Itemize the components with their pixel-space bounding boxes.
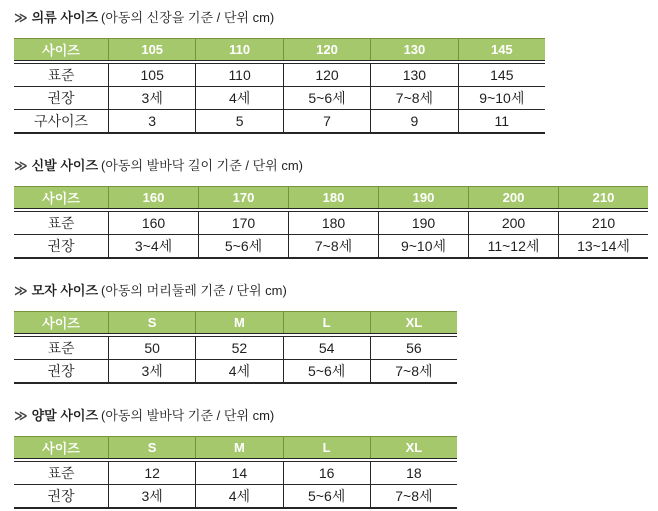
value-cell: 9~10세 [378,235,468,257]
value-cell: 11~12세 [468,235,558,257]
value-cell: 7~8세 [370,360,457,382]
double-chevron-icon: ≫ [14,158,28,173]
value-cell: 3세 [108,87,195,109]
value-cell: 16 [283,462,370,484]
header-cell: 190 [378,187,468,208]
value-cell: 52 [195,337,282,359]
value-cell: 56 [370,337,457,359]
value-cell: 5~6세 [198,235,288,257]
row-label-cell: 권장 [47,488,75,504]
section-title-name: 모자 사이즈 [31,283,99,298]
value-cell: 4세 [195,87,282,109]
value-cell: 110 [195,64,282,86]
section-title-name: 신발 사이즈 [31,158,99,173]
value-cell: 160 [108,212,198,234]
value-cell: 170 [198,212,288,234]
header-cell: 120 [283,39,370,60]
shoe-size-table [14,186,648,259]
header-cell: 200 [468,187,558,208]
sock-size-section [14,408,658,509]
header-cell: 130 [370,39,457,60]
table-row [14,337,457,360]
double-chevron-icon: ≫ [14,408,28,423]
header-cell: L [283,312,370,333]
hat-size-section [14,283,658,384]
shoe-size-section [14,158,658,259]
table-row [14,485,457,509]
value-cell: 210 [558,212,648,234]
table-row [14,212,648,235]
header-cell: 145 [458,39,545,60]
double-chevron-icon: ≫ [14,10,28,25]
value-cell: 130 [370,64,457,86]
value-cell: 9~10세 [458,87,545,109]
table-header-row [14,186,648,208]
value-cell: 5~6세 [283,87,370,109]
value-cell: 3세 [108,485,195,507]
header-cell: 210 [558,187,648,208]
header-cell: S [108,312,195,333]
header-cell: M [195,437,282,458]
value-cell: 18 [370,462,457,484]
value-cell: 4세 [195,360,282,382]
header-cell: 110 [195,39,282,60]
section-title [14,158,658,174]
header-cell: 160 [108,187,198,208]
section-title-name: 양말 사이즈 [31,408,99,423]
header-cell: 170 [198,187,288,208]
row-label-cell: 표준 [47,215,75,231]
value-cell: 190 [378,212,468,234]
double-chevron-icon: ≫ [14,283,28,298]
row-label-cell: 권장 [47,238,75,254]
row-label-cell: 표준 [47,465,75,481]
table-row [14,110,545,134]
header-cell: L [283,437,370,458]
value-cell: 145 [458,64,545,86]
hat-size-table [14,311,457,384]
section-title-note: (아동의 발바닥 길이 기준 / 단위 cm) [101,158,303,173]
value-cell: 7~8세 [288,235,378,257]
row-label-cell: 권장 [47,90,75,106]
sock-size-table [14,436,457,509]
header-label-cell: 사이즈 [42,43,80,58]
value-cell: 14 [195,462,282,484]
section-title [14,283,658,299]
header-cell: XL [370,437,457,458]
header-cell: 105 [108,39,195,60]
header-cell: M [195,312,282,333]
header-cell: S [108,437,195,458]
section-title-name: 의류 사이즈 [31,10,99,25]
value-cell: 7 [283,110,370,132]
value-cell: 11 [458,110,545,132]
table-header-row [14,38,545,60]
value-cell: 5~6세 [283,360,370,382]
value-cell: 120 [283,64,370,86]
clothing-size-table [14,38,545,134]
header-label-cell: 사이즈 [42,441,80,456]
value-cell: 5 [195,110,282,132]
table-row [14,462,457,485]
row-label-cell: 표준 [47,340,75,356]
header-cell: 180 [288,187,378,208]
section-title [14,408,658,424]
value-cell: 4세 [195,485,282,507]
value-cell: 3~4세 [108,235,198,257]
value-cell: 7~8세 [370,485,457,507]
section-title-note: (아동의 머리둘레 기준 / 단위 cm) [101,283,287,298]
table-row [14,360,457,384]
table-header-row [14,436,457,458]
value-cell: 7~8세 [370,87,457,109]
value-cell: 3세 [108,360,195,382]
value-cell: 200 [468,212,558,234]
clothing-size-section [14,10,658,134]
section-title-note: (아동의 신장을 기준 / 단위 cm) [101,10,275,25]
table-row [14,87,545,110]
value-cell: 12 [108,462,195,484]
row-label-cell: 구사이즈 [33,113,89,129]
value-cell: 50 [108,337,195,359]
value-cell: 13~14세 [558,235,648,257]
table-header-row [14,311,457,333]
row-label-cell: 권장 [47,363,75,379]
value-cell: 54 [283,337,370,359]
section-title-note: (아동의 발바닥 기준 / 단위 cm) [101,408,275,423]
value-cell: 9 [370,110,457,132]
header-cell: XL [370,312,457,333]
row-label-cell: 표준 [47,67,75,83]
value-cell: 3 [108,110,195,132]
table-row [14,64,545,87]
section-title [14,10,658,26]
value-cell: 5~6세 [283,485,370,507]
header-label-cell: 사이즈 [42,316,80,331]
value-cell: 180 [288,212,378,234]
value-cell: 105 [108,64,195,86]
header-label-cell: 사이즈 [42,191,80,206]
table-row [14,235,648,259]
